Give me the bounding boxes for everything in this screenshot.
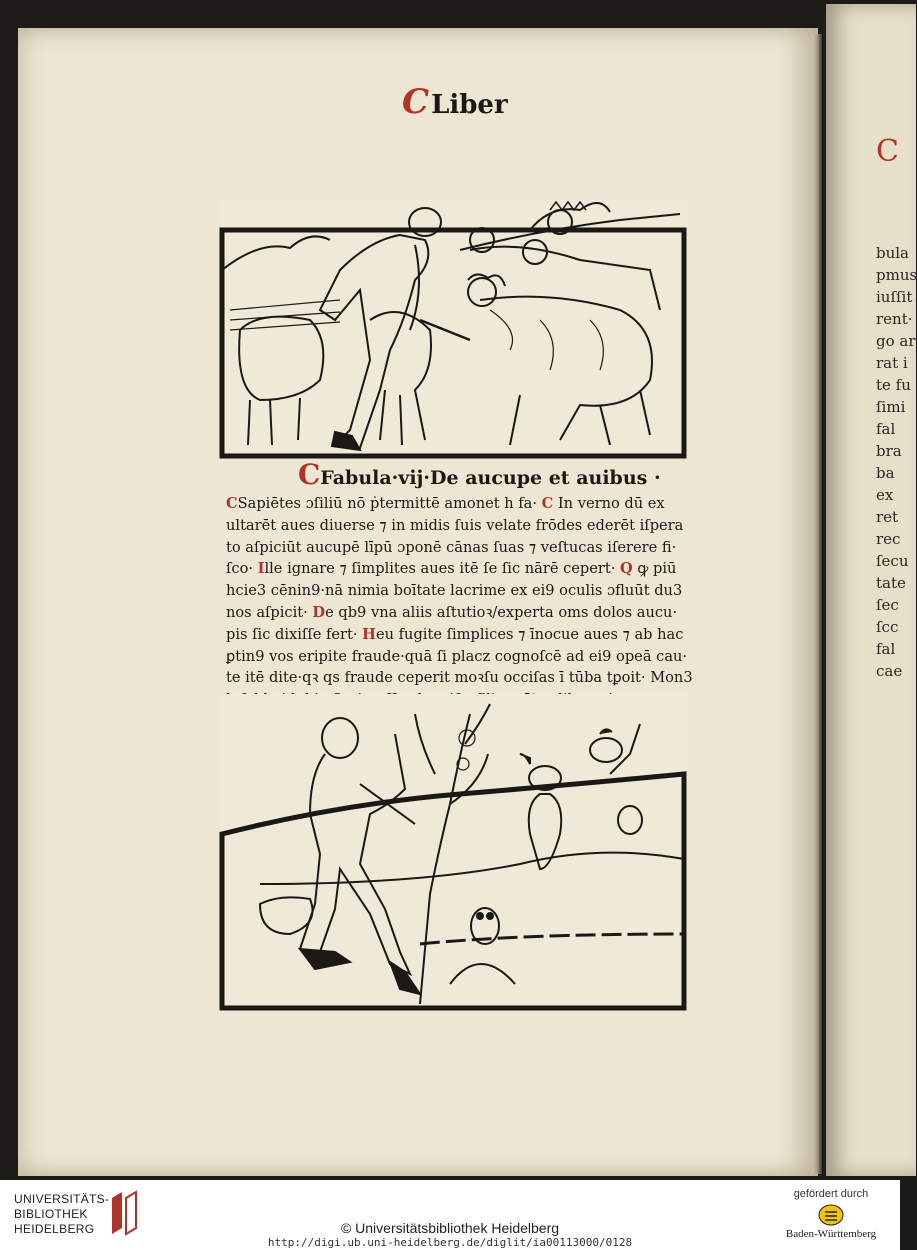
- facing-page: [826, 4, 916, 1176]
- woodcut-frame-2: [222, 774, 684, 1008]
- fable-line: [226, 624, 686, 646]
- sponsor-name: Baden-Württemberg: [785, 1228, 877, 1240]
- fable-text-run: nos aſpicit·: [226, 603, 313, 621]
- facing-page-fragment: pmus: [876, 266, 917, 284]
- ram-front: [480, 297, 652, 445]
- fable-line: [226, 646, 686, 668]
- facing-page-fragment: cae: [876, 662, 903, 680]
- fable-text-run: te itē dite·qꝛ qs fraude ceperit moꝛſu occiſas ī tūba tꝑoit· Mon3: [226, 669, 693, 687]
- fable-line: [226, 537, 686, 559]
- library-name-line: HEIDELBERG: [14, 1222, 95, 1236]
- facing-page-fragment: ret: [876, 508, 899, 526]
- facing-page-fragment: ſec: [876, 596, 899, 614]
- facing-page-fragment: rent·: [876, 310, 913, 328]
- ram-head: [468, 278, 496, 306]
- facing-page-fragment: bula: [876, 244, 910, 262]
- shepherd-body: [320, 235, 428, 448]
- facing-page-fragment: ſcc: [876, 618, 899, 636]
- rubricated-initial: Q: [620, 560, 633, 578]
- sheep-shorn: [370, 312, 431, 445]
- fable-text-run: ꝙ piū: [632, 560, 677, 578]
- fable-text-run: pis ſic dixiſſe fert·: [226, 625, 363, 643]
- fable-body: [226, 493, 693, 711]
- facing-page-fragment: fal: [876, 420, 896, 438]
- fable-text-run: ultarēt aues diuerse ⁊ in midis ſuis velate frōdes ederēt iſpera: [226, 516, 684, 534]
- fable-line: [226, 580, 686, 602]
- rubricated-initial: C: [226, 495, 238, 512]
- fable-text-run: eu fugite ſimplices ⁊ īnocue aues ⁊ ab hac: [375, 625, 684, 643]
- bird-2: [590, 738, 622, 762]
- fable-text-run: ꝑtin9 vos eripite fraude·quā ſi placz cognoſcē ad ei9 opeā cau·: [226, 647, 688, 665]
- fowler-shoe-right: [390, 962, 420, 994]
- fable-text-run: In verno dū ex: [553, 495, 665, 512]
- facing-page-fragment: bra: [876, 442, 902, 460]
- page-edge: [812, 34, 822, 1174]
- fowler-head: [322, 718, 358, 758]
- fable-line: [226, 493, 686, 515]
- copyright-notice: © Universitätsbibliothek Heidelberg: [340, 1220, 560, 1236]
- facing-page-fragment: ſimi: [876, 398, 906, 416]
- fowler-bag: [260, 897, 313, 934]
- state-crest-icon: [818, 1204, 844, 1226]
- woodcut-fowler-and-birds: [220, 694, 688, 1012]
- fable-line: [226, 558, 686, 580]
- facing-page-fragment: iuſſit: [876, 288, 913, 306]
- permalink[interactable]: http://digi.ub.uni-heidelberg.de/diglit/ia00113000/0128: [267, 1236, 633, 1249]
- fable-title-initial: C: [298, 458, 321, 491]
- fable-text-run: hcie3 cēnin9·nā nimia boītate lacrime ex ei9 oculis ɔfluūt du3: [226, 582, 683, 600]
- facing-page-fragment: te fu: [876, 376, 911, 394]
- fable-block: [226, 458, 693, 711]
- rubricated-initial: I: [257, 560, 265, 578]
- hill-left: [222, 236, 330, 270]
- fable-line: [226, 602, 686, 624]
- facing-page-fragment: rec: [876, 530, 901, 548]
- viewer-footer: [0, 1180, 900, 1250]
- shepherd-shoe: [332, 432, 360, 450]
- fowler-shoe-left: [300, 949, 350, 969]
- woodcut-shepherd-and-sheep: [220, 200, 688, 458]
- fable-text-run: ſco·: [226, 560, 258, 578]
- facing-page-fragment: rat i: [876, 354, 908, 372]
- mound: [450, 964, 515, 984]
- sponsor-label: gefördert durch: [793, 1188, 869, 1200]
- facing-page-fragment: ex: [876, 486, 894, 504]
- fable-title: [298, 458, 686, 491]
- facing-page-initial: C: [876, 134, 899, 169]
- ram-back: [470, 247, 660, 310]
- facing-page-fragment: go ar: [876, 332, 916, 350]
- fable-text-run: to aſpiciūt aucupē līpū ɔponē cānas ſuas ⁊ veſtucas iſerere fi·: [226, 538, 677, 556]
- fable-text-run: lle ignare ⁊ ſimplites aues itē ſe ſic nārē cepert·: [264, 560, 621, 578]
- woodcut-shepherd-illustration: [220, 200, 688, 458]
- library-name-line: UNIVERSITÄTS-: [14, 1192, 110, 1206]
- rubricated-initial: H: [362, 625, 376, 643]
- running-head-text: Liber: [431, 90, 508, 120]
- bird-3: [618, 806, 642, 834]
- perch: [610, 724, 640, 774]
- rubricated-initial: D: [312, 603, 326, 621]
- sponsor: [776, 1188, 886, 1240]
- tree: [415, 704, 490, 1004]
- hill-line: [260, 853, 684, 884]
- woodcut-fowler-illustration: [220, 694, 688, 1012]
- fable-title-text: Fabula·vij·De aucupe et auibus ·: [320, 467, 661, 489]
- sheep-left: [239, 317, 323, 400]
- fable-text-run: Sapiētes ɔſiliū nō ṗtermittē amonet h fa·: [237, 495, 542, 512]
- facing-page-fragment: ba: [876, 464, 895, 482]
- library-name-line: BIBLIOTHEK: [14, 1207, 88, 1221]
- facing-page-fragment: ſecu: [876, 552, 909, 570]
- fable-line: [226, 667, 693, 689]
- woodcut-frame: [222, 230, 684, 456]
- facing-page-fragment: tate: [876, 574, 906, 592]
- fable-line: [226, 515, 686, 537]
- facing-page-fragment: fal: [876, 640, 896, 658]
- running-head-initial: C: [402, 82, 430, 122]
- rubricated-initial: C: [541, 495, 554, 512]
- fable-text-run: e qb9 vna aliis aſtutioꝛ/experta oms dolos aucu·: [325, 603, 678, 621]
- running-head: [402, 82, 508, 122]
- fowler-body: [300, 734, 415, 974]
